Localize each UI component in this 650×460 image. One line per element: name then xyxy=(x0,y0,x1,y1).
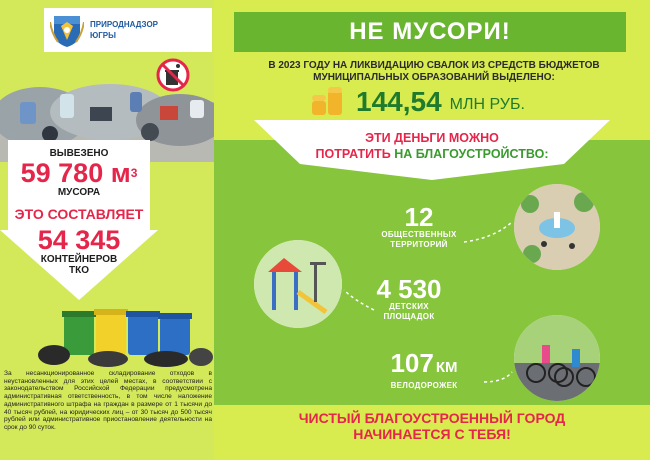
fine-notice: За несанкционированное складирование отходов в неустановленных для этих целей местах, в соответствии с законодательством Российской Федерации предусмотрена административная ответственность, в том числе наложение административного штрафа на граждан в размере от 1 тысячи до 40 тысяч рублей, на юридических лиц – от 30 тысяч до 500 тысяч рублей или административное приостановление деятельности на срок до 90 суток. xyxy=(4,370,212,431)
left-column xyxy=(0,0,214,460)
amount-value: 144,54 xyxy=(356,86,442,117)
public-spaces-label-1: ОБЩЕСТВЕННЫХ xyxy=(381,230,457,239)
logo-block xyxy=(44,8,212,52)
removed-what: МУСОРА xyxy=(57,187,101,198)
no-littering-icon xyxy=(156,58,190,92)
containers-label-1: КОНТЕЙНЕРОВ xyxy=(40,254,118,265)
org-name-line1: ПРИРОДНАДЗОР xyxy=(90,20,158,29)
waste-bins-illustration xyxy=(36,305,214,367)
removed-value xyxy=(0,159,158,187)
spend-line-2a: ПОТРАТИТЬ xyxy=(315,147,395,161)
bikepaths-stat xyxy=(364,350,484,391)
slogan-line-1: ЧИСТЫЙ БЛАГОУСТРОЕННЫЙ ГОРОД xyxy=(298,410,566,426)
playgrounds-label-1: ДЕТСКИХ xyxy=(389,302,429,311)
page-title: НЕ МУСОРИ! xyxy=(349,18,511,45)
playgrounds-value: 4 530 xyxy=(376,274,442,304)
spend-line-2b: НА БЛАГОУСТРОЙСТВО: xyxy=(394,147,549,161)
equals-label: ЭТО СОСТАВЛЯЕТ xyxy=(14,206,144,222)
right-panel xyxy=(214,0,650,460)
public-spaces-value: 12 xyxy=(404,202,434,232)
bikepaths-unit: КМ xyxy=(435,359,458,376)
bikepaths-label: ВЕЛОДОРОЖЕК xyxy=(390,381,458,390)
slogan xyxy=(234,410,630,442)
slogan-line-2: НАЧИНАЕТСЯ С ТЕБЯ! xyxy=(353,426,511,442)
bikepaths-value xyxy=(364,350,484,381)
amount-unit: МЛН РУБ. xyxy=(449,96,525,113)
intro-line-2: МУНИЦИПАЛЬНЫХ ОБРАЗОВАНИЙ ВЫДЕЛЕНО: xyxy=(313,72,555,83)
playgrounds-label-2: ПЛОЩАДОК xyxy=(383,312,435,321)
intro-line-1: В 2023 ГОДУ НА ЛИКВИДАЦИЮ СВАЛОК ИЗ СРЕДСТВ БЮДЖЕТОВ xyxy=(268,60,600,71)
org-name-line2: ЮГРЫ xyxy=(90,31,116,40)
containers-label-2: ТКО xyxy=(69,265,89,276)
containers-value: 54 345 xyxy=(37,225,121,255)
removed-label: ВЫВЕЗЕНО xyxy=(49,148,109,159)
spend-line-1: ЭТИ ДЕНЬГИ МОЖНО xyxy=(365,131,499,145)
public-spaces-stat xyxy=(364,204,474,250)
removed-number: 59 780 м xyxy=(20,158,131,188)
playgrounds-stat xyxy=(354,276,464,322)
equals-block xyxy=(0,206,158,276)
removed-block xyxy=(0,148,158,198)
coat-of-arms-icon xyxy=(50,12,84,48)
org-name xyxy=(90,19,158,41)
bikepaths-number: 107 xyxy=(390,348,434,378)
public-spaces-label-2: ТЕРРИТОРИЙ xyxy=(390,240,448,249)
cubic-power: 3 xyxy=(130,166,138,180)
